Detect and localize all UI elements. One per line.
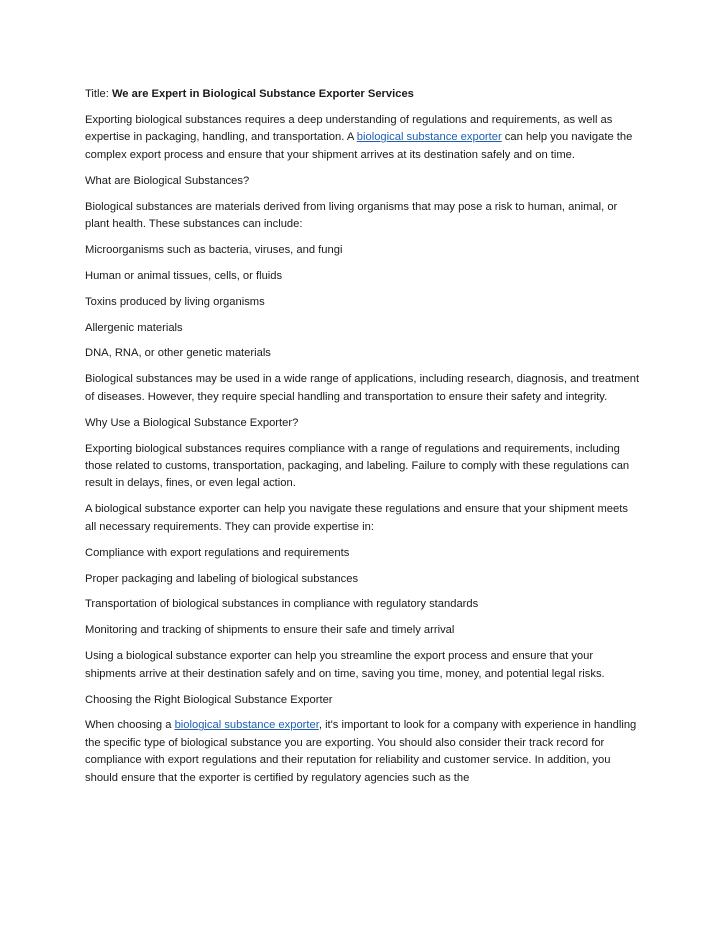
choosing-paragraph xyxy=(85,717,641,787)
intro-text-before-link: Exporting biological substances requires a deep understanding of regulations and requirements, as well as expertise in packaging, handling, and transportation. A xyxy=(85,113,613,144)
list-item: Monitoring and tracking of shipments to ensure their safe and timely arrival xyxy=(85,624,455,637)
list-item: Human or animal tissues, cells, or fluids xyxy=(85,269,283,282)
applications-paragraph: Biological substances may be used in a wide range of applications, including research, diagnosis, and treatment of diseases. However, they require special handling and transportation to ensure their safety and integrity. xyxy=(85,373,640,403)
section-heading-why-use: Why Use a Biological Substance Exporter? xyxy=(85,416,299,429)
document-title: We are Expert in Biological Substance Exporter Services xyxy=(111,88,414,100)
list-item: Microorganisms such as bacteria, viruses, and fungi xyxy=(85,243,343,256)
list-item: Proper packaging and labeling of biological substances xyxy=(85,572,359,585)
title-label: Title: xyxy=(85,88,109,100)
definition-paragraph: Biological substances are materials derived from living organisms that may pose a risk to human, animal, or plant health. These substances can include: xyxy=(85,200,618,230)
list-item: Compliance with export regulations and requirements xyxy=(85,546,350,559)
intro-text-after-link: can help you navigate the complex export process and ensure that your shipment arrives at its destination safely and on time. xyxy=(85,131,633,161)
list-item: Transportation of biological substances in compliance with regulatory standards xyxy=(85,598,479,611)
list-item: Toxins produced by living organisms xyxy=(85,295,265,308)
list-item: DNA, RNA, or other genetic materials xyxy=(85,347,271,360)
expertise-paragraph: A biological substance exporter can help you navigate these regulations and ensure that your shipment meets all necessary requirements. They can provide expertise in: xyxy=(85,503,628,533)
intro-paragraph xyxy=(85,112,641,164)
list-item: Allergenic materials xyxy=(85,321,183,334)
biological-substance-exporter-link[interactable]: biological substance exporter xyxy=(174,719,319,732)
document-body xyxy=(85,86,641,796)
compliance-paragraph: Exporting biological substances requires compliance with a range of regulations and requirements, including those related to customs, transportation, packaging, and labeling. Failure to comply with these regulations can result in delays, fines, or even legal action. xyxy=(85,442,630,490)
biological-substance-exporter-link[interactable]: biological substance exporter xyxy=(356,131,502,144)
section-heading-what-are: What are Biological Substances? xyxy=(85,174,250,187)
benefits-paragraph: Using a biological substance exporter can help you streamline the export process and ensure that your shipments arrive at their destination safely and on time, saving you time, money, and potential legal risks. xyxy=(85,650,605,680)
section-heading-choosing: Choosing the Right Biological Substance Exporter xyxy=(85,693,333,706)
title-line xyxy=(85,86,641,103)
choosing-text-after-link: , it's important to look for a company with experience in handling the specific type of biological substance you are exporting. You should also consider their track record for compliance with export regulations and their reputation for reliability and customer service. In addition, you should ensure that the exporter is certified by regulatory agencies such as the xyxy=(85,719,637,784)
choosing-text-before-link: When choosing a xyxy=(85,719,175,732)
